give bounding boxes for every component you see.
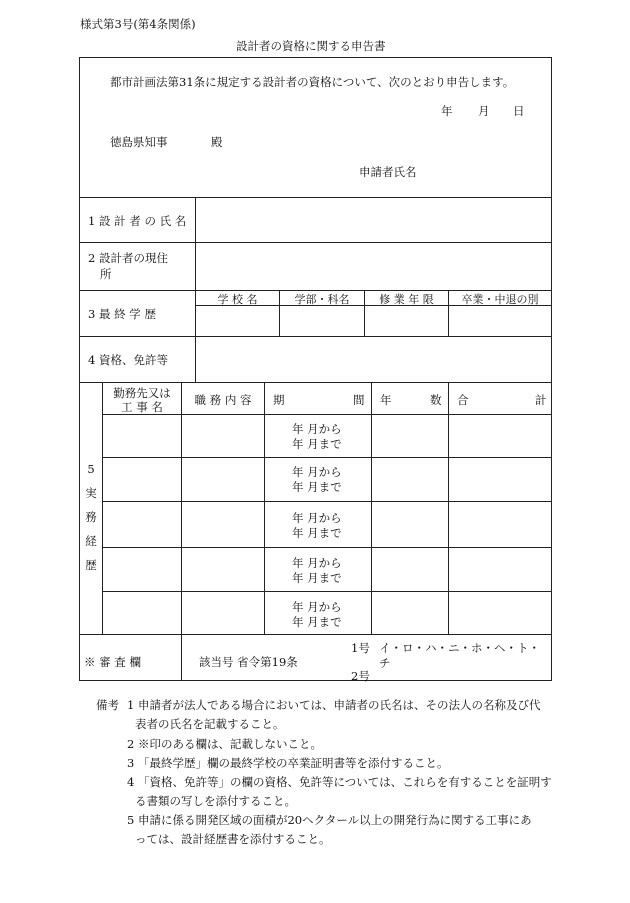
- note-1-line2: 表者の氏名を記載すること。: [135, 717, 285, 731]
- period-from: 年 月から: [292, 422, 342, 436]
- years-header-right: 数: [430, 393, 442, 407]
- review-item2: 2号: [351, 669, 370, 683]
- total-header-left: 合: [457, 393, 469, 407]
- review-applicable: 該当号 省令第19条: [199, 655, 298, 669]
- notes-heading: 備考: [96, 698, 119, 712]
- review-item1: 1号: [351, 641, 370, 655]
- education-status-header: 卒業・中退の別: [461, 293, 539, 306]
- period-to: 年 月まで: [292, 571, 342, 585]
- review-items-cont: チ: [379, 656, 391, 670]
- period-to: 年 月まで: [292, 615, 342, 629]
- period-to: 年 月まで: [292, 526, 342, 540]
- note-4-line1: 4 「資格、免許等」の欄の資格、免許等については、これらを有することを証明す: [127, 775, 552, 789]
- period-to: 年 月まで: [292, 480, 342, 494]
- note-1-line1: 1 申請者が法人である場合においては、申請者の氏名は、その法人の名称及び代: [127, 698, 541, 712]
- period-from: 年 月から: [292, 465, 342, 479]
- note-2: 2 ※印のある欄は、記載しないこと。: [127, 737, 322, 751]
- row2-label-line1: 2 設計者の現住: [88, 251, 168, 265]
- date-year: 年: [441, 104, 453, 118]
- education-duration-header: 修 業 年 限: [379, 293, 434, 306]
- applicant-name-label: 申請者氏名: [359, 165, 417, 179]
- note-5-line1: 5 申請に係る開発区域の面積が20ヘクタール以上の開発行為に関する工事にあ: [127, 813, 532, 827]
- review-label: ※ 審 査 欄: [84, 655, 141, 669]
- note-5-line2: っては、設計経歴書を添付すること。: [135, 832, 331, 846]
- period-header-right: 間: [353, 393, 365, 407]
- form-label: 様式第3号(第4条関係): [80, 17, 196, 31]
- period-to: 年 月まで: [292, 437, 342, 451]
- workplace-header-line1: 勤務先又は: [113, 386, 171, 400]
- row1-label: 1 設 計 者 の 氏 名: [88, 214, 187, 228]
- row2-label-line2: 所: [100, 267, 112, 281]
- date-day: 日: [513, 104, 525, 118]
- period-from: 年 月から: [292, 511, 342, 525]
- row5-label: 5 実 務 経 歴: [85, 462, 97, 572]
- duties-header: 職 務 内 容: [194, 393, 252, 407]
- period-header-left: 期: [273, 393, 285, 407]
- period-from: 年 月から: [292, 600, 342, 614]
- intro-text: 都市計画法第31条に規定する設計者の資格について、次のとおり申告します。: [110, 75, 515, 89]
- years-header-left: 年: [380, 393, 392, 407]
- date-month: 月: [478, 104, 490, 118]
- document-title: 設計者の資格に関する申告書: [236, 39, 386, 53]
- education-faculty-header: 学部・科名: [294, 293, 350, 306]
- row4-label: 4 資格、免許等: [88, 353, 168, 367]
- addressee: 徳島県知事: [110, 135, 168, 149]
- honorific: 殿: [211, 135, 223, 149]
- note-3: 3 「最終学歴」欄の最終学校の卒業証明書等を添付すること。: [127, 756, 449, 770]
- row3-label: 3 最 終 学 歴: [88, 307, 156, 321]
- period-from: 年 月から: [292, 556, 342, 570]
- education-school-header: 学 校 名: [217, 293, 258, 306]
- review-items: イ・ロ・ハ・ニ・ホ・ヘ・ト・: [379, 641, 540, 655]
- note-4-line2: る書類の写しを添付すること。: [135, 794, 296, 808]
- total-header-right: 計: [535, 393, 547, 407]
- workplace-header-line2: 工 事 名: [121, 400, 163, 414]
